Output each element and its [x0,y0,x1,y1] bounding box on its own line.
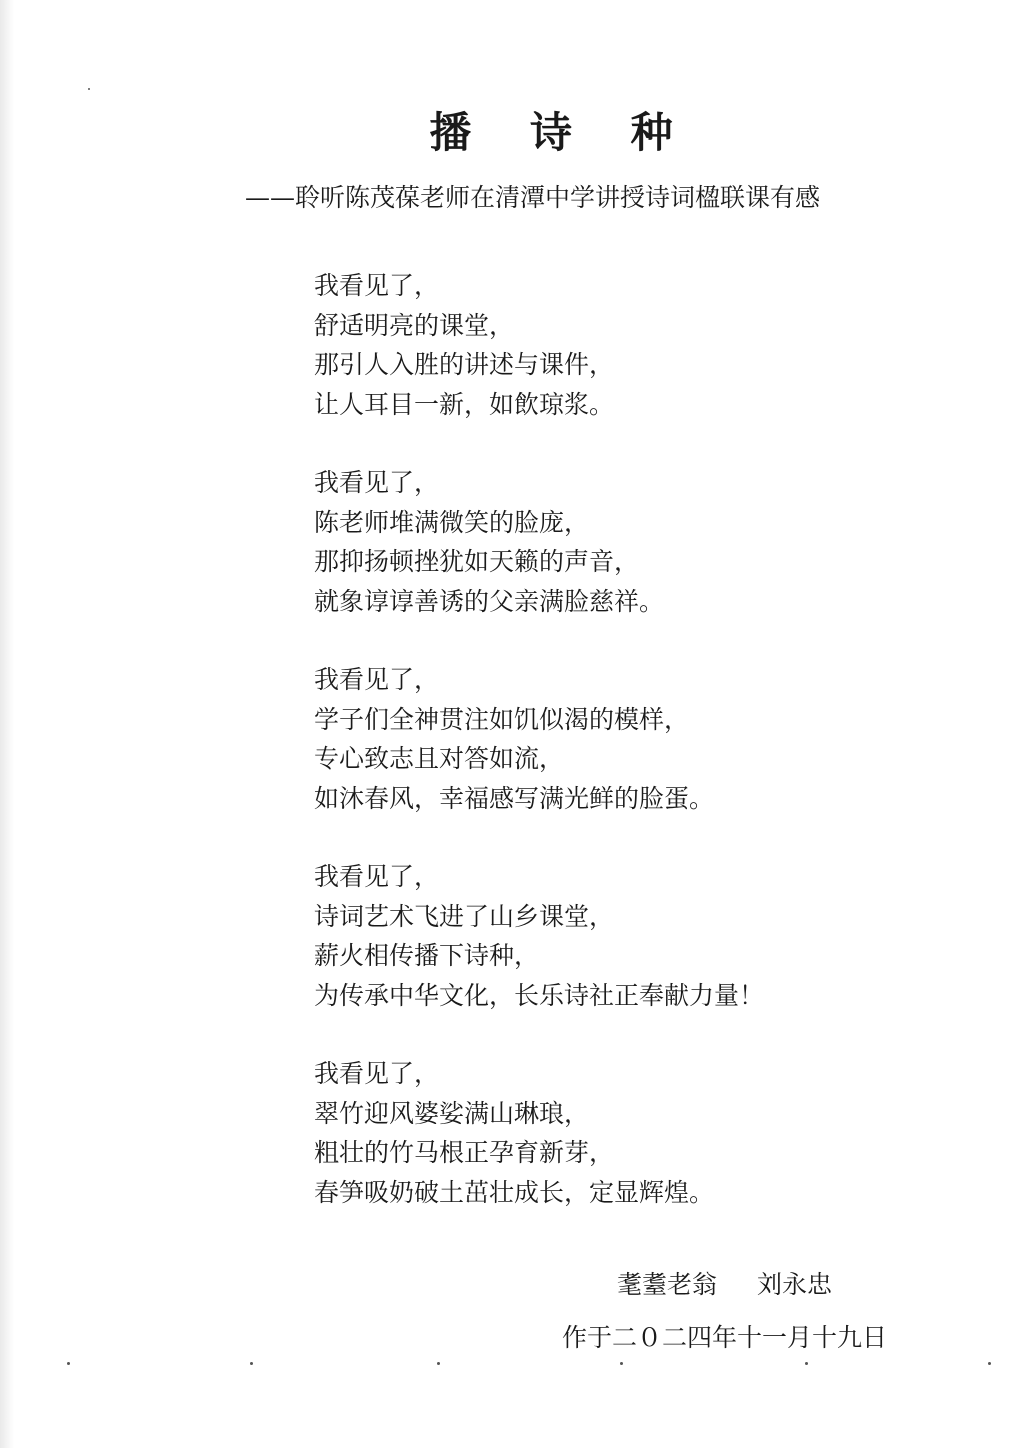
stanza-line: 如沐春风，幸福感写满光鲜的脸蛋。 [314,783,715,813]
composition-date: 作于二０二四年十一月十九日 [562,1323,888,1352]
stanza-line: 我看见了， [314,862,440,891]
stanza-line: 专心致志且对答如流， [314,744,565,773]
scan-edge-shadow [0,0,14,1448]
scan-speck [620,1362,623,1365]
scan-speck [988,1362,991,1365]
scan-speck [67,1362,70,1365]
stanza-line: 薪火相传播下诗种， [314,941,540,970]
stanza-line: 我看见了， [314,468,440,497]
stanza-5 [314,1054,764,1212]
scan-speck [805,1362,808,1365]
stanza-line: 那抑扬顿挫犹如天籁的声音， [314,547,640,576]
stanza-line: 翠竹迎风婆娑满山琳琅， [314,1098,590,1128]
stanza-line: 为传承中华文化，长乐诗社正奉献力量！ [314,980,765,1010]
signature [617,1265,832,1301]
poem-title: 播 诗 种 [429,108,695,157]
scan-speck [250,1362,253,1365]
stanza-line: 那引人入胜的讲述与课件， [314,350,615,379]
stanza-line: 让人耳目一新，如飲琼浆。 [314,389,615,419]
stanza-line: 诗词艺术飞进了山乡课堂， [314,901,615,931]
stanza-line: 我看见了， [314,665,440,694]
stanza-line: 粗壮的竹马根正孕育新芽， [314,1138,615,1167]
author-name: 刘永忠 [757,1270,833,1299]
stanza-line: 陈老师堆满微笑的脸庞， [314,507,590,537]
poem-body [314,266,764,1251]
scan-speck [88,88,90,90]
stanza-line: 我看见了， [314,1059,440,1088]
stanza-line: 春笋吸奶破土茁壮成长，定显辉煌。 [314,1177,715,1207]
scan-speck [437,1362,440,1365]
stanza-2 [314,463,764,621]
stanza-line: 我看见了， [314,271,440,300]
stanza-line: 就象谆谆善诱的父亲满脸慈祥。 [314,586,665,616]
stanza-3 [314,660,764,818]
pen-name: 耄耋老翁 [617,1270,718,1299]
stanza-1 [314,266,764,424]
stanza-line: 舒适明亮的课堂， [314,310,515,340]
poem-subtitle: ——聆听陈茂葆老师在清潭中学讲授诗词楹联课有感 [245,183,821,212]
stanza-line: 学子们全神贯注如饥似渴的模样， [314,704,690,734]
stanza-4 [314,857,764,1015]
